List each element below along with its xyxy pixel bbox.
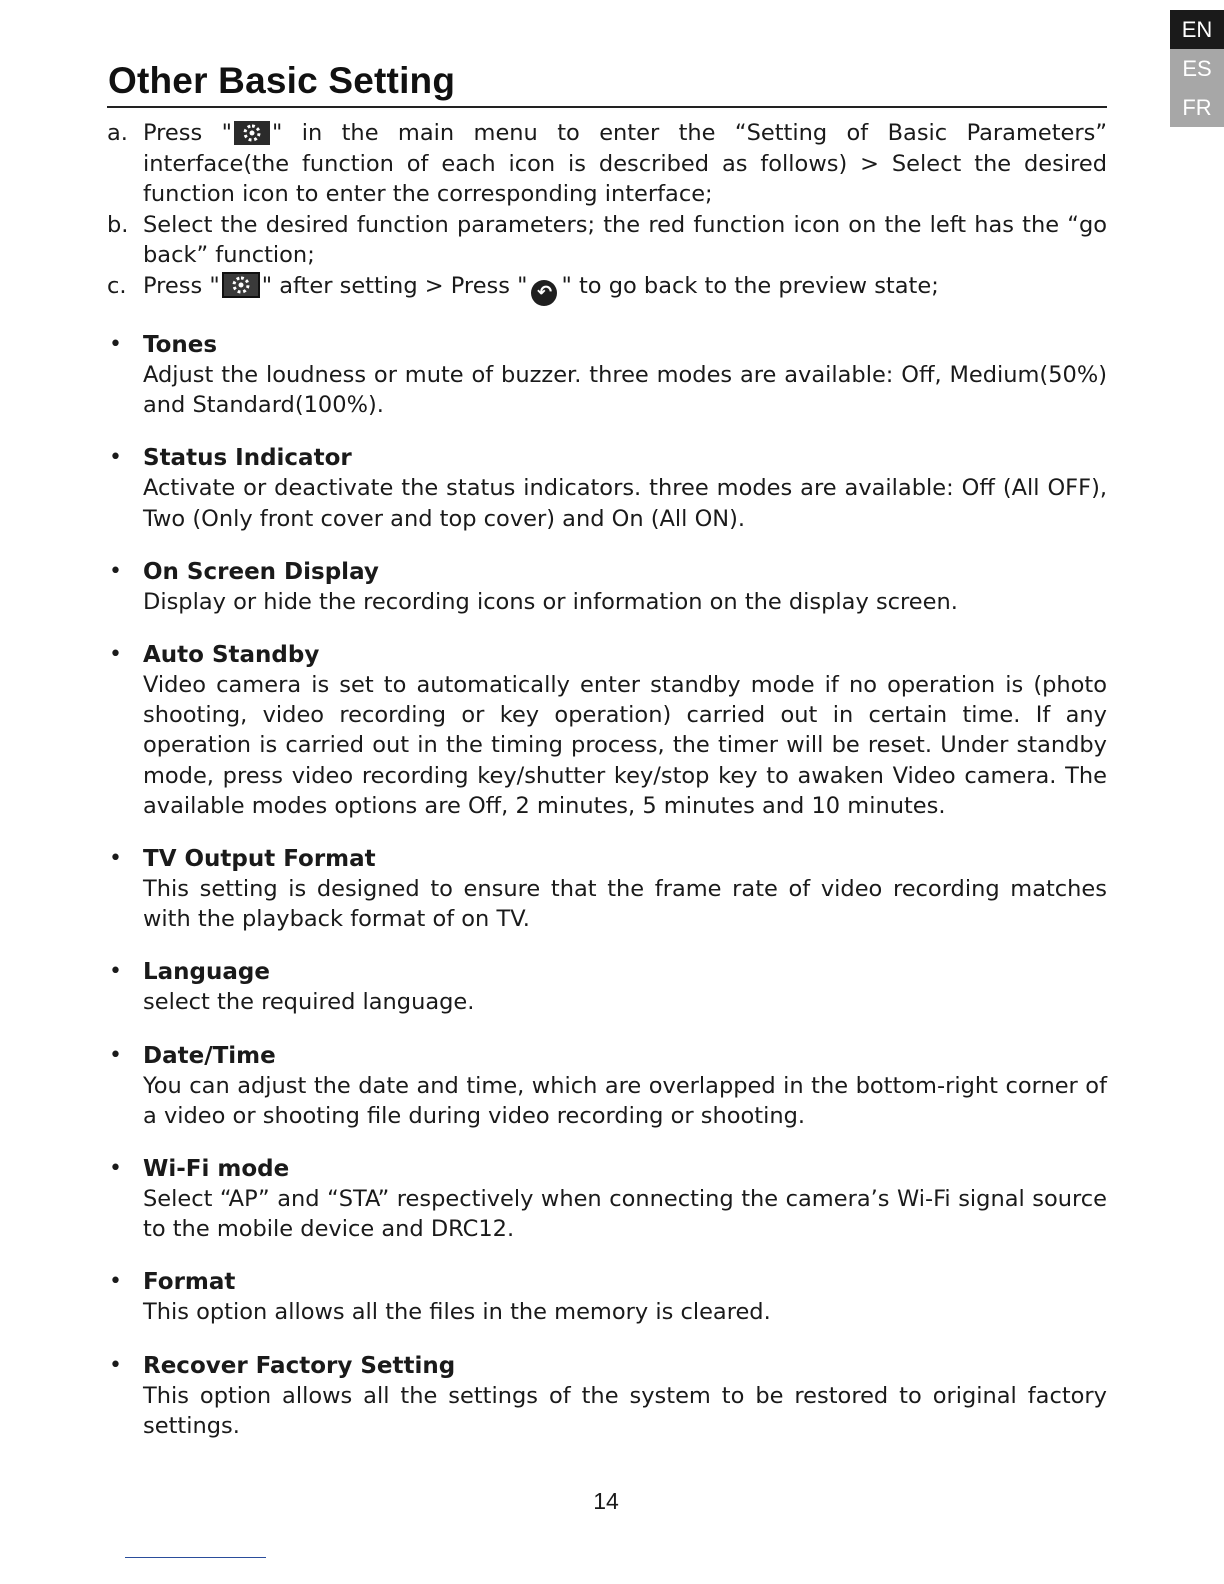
bullet: • xyxy=(109,1269,122,1295)
setting-title: Tones xyxy=(143,332,218,358)
setting-status-indicator xyxy=(107,443,1107,533)
settings-list xyxy=(107,330,1107,1464)
setting-description: Display or hide the recording icons or information on the display screen. xyxy=(143,588,958,615)
setting-title: Status Indicator xyxy=(143,445,352,472)
setting-description: Select “AP” and “STA” respectively when connecting the camera’s Wi-Fi signal source to the mobile device and DRC12. xyxy=(143,1186,1107,1243)
setting-description: select the required language. xyxy=(143,989,475,1016)
setting-title: Language xyxy=(143,959,270,986)
step-c xyxy=(107,271,1107,306)
setting-description: This option allows all the settings of the system to be restored to original factory settings. xyxy=(143,1382,1107,1439)
language-tab-fr[interactable]: FR xyxy=(1170,88,1224,127)
bullet: • xyxy=(109,332,122,357)
language-tabs xyxy=(1170,10,1224,127)
setting-title: TV Output Format xyxy=(143,846,376,873)
title-divider xyxy=(107,106,1107,108)
back-arrow-icon: ↶ xyxy=(531,280,557,306)
setting-title: Format xyxy=(143,1269,236,1296)
page-title: Other Basic Setting xyxy=(108,60,456,101)
setting-tv-output-format xyxy=(107,844,1107,934)
bullet: • xyxy=(109,1352,122,1378)
setting-description: Video camera is set to automatically enter standby mode if no operation is (photo shooting, video recording or key operation) carried out in certain time. If any operation is carried out in the timing process, the timer will be reset. Under standby mode, press video recording key/shutter key/stop key to awaken Video camera. The available modes options are Off, 2 minutes, 5 minutes and 10 minutes. xyxy=(143,672,1107,819)
step-text-before: Press " xyxy=(143,120,232,146)
step-letter: a. xyxy=(107,120,128,146)
bullet: • xyxy=(109,959,122,985)
setting-description: This option allows all the files in the memory is cleared. xyxy=(143,1299,771,1326)
bullet: • xyxy=(109,445,122,471)
bullet: • xyxy=(109,846,122,872)
setting-title: Date/Time xyxy=(143,1042,276,1069)
page-number: 14 xyxy=(593,1488,619,1514)
step-a xyxy=(107,118,1107,210)
setting-tones xyxy=(107,330,1107,420)
step-text-part2: " after setting > Press " xyxy=(261,272,528,299)
step-text-after: " in the main menu to enter the “Setting of Basic Parameters” interface(the function of each icon is described as follows) > Select the desired function icon to enter the corresponding interface; xyxy=(143,120,1108,207)
step-b xyxy=(107,210,1107,271)
step-text: Select the desired function parameters; the red function icon on the left has the “go back” function; xyxy=(143,211,1107,268)
settings-gear-icon xyxy=(234,121,270,145)
bullet: • xyxy=(109,1156,122,1182)
step-letter: b. xyxy=(107,211,129,238)
setting-auto-standby xyxy=(107,640,1107,821)
setting-description: Adjust the loudness or mute of buzzer. three modes are available: Off, Medium(50%) and Standard(100%). xyxy=(143,362,1107,419)
footnote-divider xyxy=(125,1557,266,1558)
bullet: • xyxy=(109,642,122,668)
steps-list xyxy=(107,118,1107,306)
setting-format xyxy=(107,1267,1107,1327)
bullet: • xyxy=(109,1042,122,1068)
setting-title: On Screen Display xyxy=(143,558,379,585)
step-text-part1: Press " xyxy=(143,272,220,299)
language-tab-en[interactable]: EN xyxy=(1170,10,1224,49)
setting-wifi-mode xyxy=(107,1154,1107,1244)
step-letter: c. xyxy=(107,272,127,299)
settings-gear-icon xyxy=(222,272,260,298)
setting-title: Wi-Fi mode xyxy=(143,1156,290,1183)
setting-on-screen-display xyxy=(107,557,1107,617)
setting-language xyxy=(107,957,1107,1017)
setting-description: Activate or deactivate the status indicators. three modes are available: Off (All OFF), Two (Only front cover and top cover) and On (All ON). xyxy=(143,475,1107,532)
setting-description: This setting is designed to ensure that the frame rate of video recording matches with the playback format of on TV. xyxy=(143,876,1107,933)
setting-recover-factory xyxy=(107,1351,1107,1441)
language-tab-es[interactable]: ES xyxy=(1170,49,1224,88)
setting-date-time xyxy=(107,1041,1107,1131)
setting-title: Recover Factory Setting xyxy=(143,1352,456,1379)
bullet: • xyxy=(109,558,122,584)
setting-description: You can adjust the date and time, which are overlapped in the bottom-right corner of a video or shooting file during video recording or shooting. xyxy=(143,1072,1107,1129)
step-text-part3: " to go back to the preview state; xyxy=(561,272,939,299)
setting-title: Auto Standby xyxy=(143,642,320,669)
